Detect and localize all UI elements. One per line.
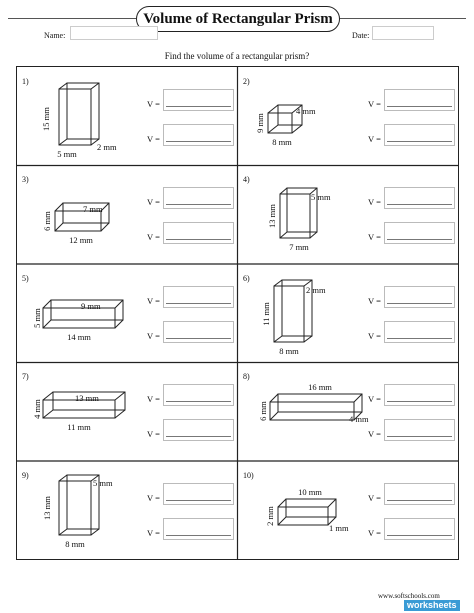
footer-url: www.softschools.com	[378, 592, 440, 600]
height-label: 15 mm	[41, 107, 51, 131]
height-label: 9 mm	[255, 113, 265, 133]
width-label: 14 mm	[67, 332, 91, 342]
volume-answer-field[interactable]	[384, 384, 455, 406]
height-label: 13 mm	[267, 204, 277, 228]
worksheets-logo: worksheets	[404, 600, 460, 611]
name-field[interactable]	[70, 26, 158, 40]
width-label: 10 mm	[298, 487, 322, 497]
depth-label: 1 mm	[329, 523, 349, 533]
height-label: 13 mm	[42, 496, 52, 520]
volume-label: V =	[368, 331, 381, 341]
volume-answer-field[interactable]	[384, 222, 455, 244]
header-rule-left	[8, 18, 136, 19]
problem-number: 6)	[243, 274, 250, 283]
problem-number: 8)	[243, 372, 250, 381]
volume-answer-field[interactable]	[384, 419, 455, 441]
prism-figure	[17, 165, 237, 263]
problem-number: 4)	[243, 175, 250, 184]
prism-figure	[17, 362, 237, 460]
volume-answer-field[interactable]	[384, 518, 455, 540]
volume-label: V =	[368, 197, 381, 207]
volume-answer-field[interactable]	[384, 187, 455, 209]
depth-label: 4 mm	[349, 414, 369, 424]
depth-label: 5 mm	[93, 478, 113, 488]
depth-label: 2 mm	[306, 285, 326, 295]
problem-1	[17, 67, 237, 165]
instruction-text: Find the volume of a rectangular prism?	[164, 51, 310, 61]
volume-label: V =	[368, 134, 381, 144]
height-label: 11 mm	[261, 302, 271, 326]
volume-answer-field[interactable]	[384, 124, 455, 146]
problem-5	[17, 264, 237, 362]
volume-label: V =	[368, 99, 381, 109]
volume-label: V =	[368, 296, 381, 306]
volume-answer-field[interactable]	[163, 89, 234, 111]
problem-8	[238, 362, 458, 460]
width-label: 11 mm	[67, 422, 91, 432]
problem-number: 2)	[243, 77, 250, 86]
volume-answer-field[interactable]	[163, 124, 234, 146]
prism-figure	[238, 264, 458, 362]
height-label: 5 mm	[32, 308, 42, 328]
volume-label: V =	[147, 232, 160, 242]
problem-6	[238, 264, 458, 362]
width-label: 16 mm	[308, 382, 332, 392]
worksheet-title: Volume of Rectangular Prism	[136, 6, 340, 32]
problem-number: 9)	[22, 471, 29, 480]
width-label: 7 mm	[289, 242, 309, 252]
volume-answer-field[interactable]	[163, 187, 234, 209]
width-label: 12 mm	[69, 235, 93, 245]
name-label: Name:	[44, 31, 66, 40]
volume-answer-field[interactable]	[163, 518, 234, 540]
volume-label: V =	[147, 99, 160, 109]
volume-answer-field[interactable]	[163, 321, 234, 343]
height-label: 6 mm	[258, 401, 268, 421]
width-label: 8 mm	[65, 539, 85, 549]
volume-answer-field[interactable]	[163, 483, 234, 505]
height-label: 4 mm	[32, 399, 42, 419]
volume-label: V =	[147, 394, 160, 404]
problem-grid	[16, 66, 459, 560]
prism-figure	[238, 461, 458, 559]
problem-9	[17, 461, 237, 559]
volume-label: V =	[368, 528, 381, 538]
problem-number: 10)	[243, 471, 254, 480]
volume-answer-field[interactable]	[384, 89, 455, 111]
date-field[interactable]	[372, 26, 434, 40]
width-label: 8 mm	[279, 346, 299, 356]
depth-label: 13 mm	[75, 393, 99, 403]
problem-2	[238, 67, 458, 165]
problem-number: 1)	[22, 77, 29, 86]
volume-label: V =	[147, 134, 160, 144]
prism-figure	[238, 362, 458, 460]
volume-label: V =	[147, 429, 160, 439]
volume-answer-field[interactable]	[384, 483, 455, 505]
date-label: Date:	[352, 31, 370, 40]
volume-answer-field[interactable]	[163, 222, 234, 244]
width-label: 8 mm	[272, 137, 292, 147]
volume-label: V =	[147, 331, 160, 341]
volume-label: V =	[147, 493, 160, 503]
depth-label: 2 mm	[97, 142, 117, 152]
problem-4	[238, 165, 458, 263]
volume-label: V =	[147, 296, 160, 306]
problem-3	[17, 165, 237, 263]
volume-label: V =	[368, 232, 381, 242]
volume-label: V =	[368, 493, 381, 503]
depth-label: 4 mm	[296, 106, 316, 116]
volume-answer-field[interactable]	[384, 286, 455, 308]
problem-number: 5)	[22, 274, 29, 283]
depth-label: 9 mm	[81, 301, 101, 311]
volume-label: V =	[368, 429, 381, 439]
prism-figure	[17, 461, 237, 559]
volume-label: V =	[368, 394, 381, 404]
height-label: 6 mm	[42, 211, 52, 231]
volume-answer-field[interactable]	[384, 321, 455, 343]
problem-number: 7)	[22, 372, 29, 381]
volume-label: V =	[147, 197, 160, 207]
depth-label: 5 mm	[311, 192, 331, 202]
depth-label: 7 mm	[83, 204, 103, 214]
volume-answer-field[interactable]	[163, 286, 234, 308]
problem-number: 3)	[22, 175, 29, 184]
volume-answer-field[interactable]	[163, 384, 234, 406]
height-label: 2 mm	[265, 506, 275, 526]
prism-figure	[238, 67, 458, 165]
prism-figure	[17, 264, 237, 362]
header-rule-right	[338, 18, 466, 19]
volume-label: V =	[147, 528, 160, 538]
width-label: 5 mm	[57, 149, 77, 159]
problem-10	[238, 461, 458, 559]
prism-figure	[238, 165, 458, 263]
prism-figure	[17, 67, 237, 165]
volume-answer-field[interactable]	[163, 419, 234, 441]
problem-7	[17, 362, 237, 460]
